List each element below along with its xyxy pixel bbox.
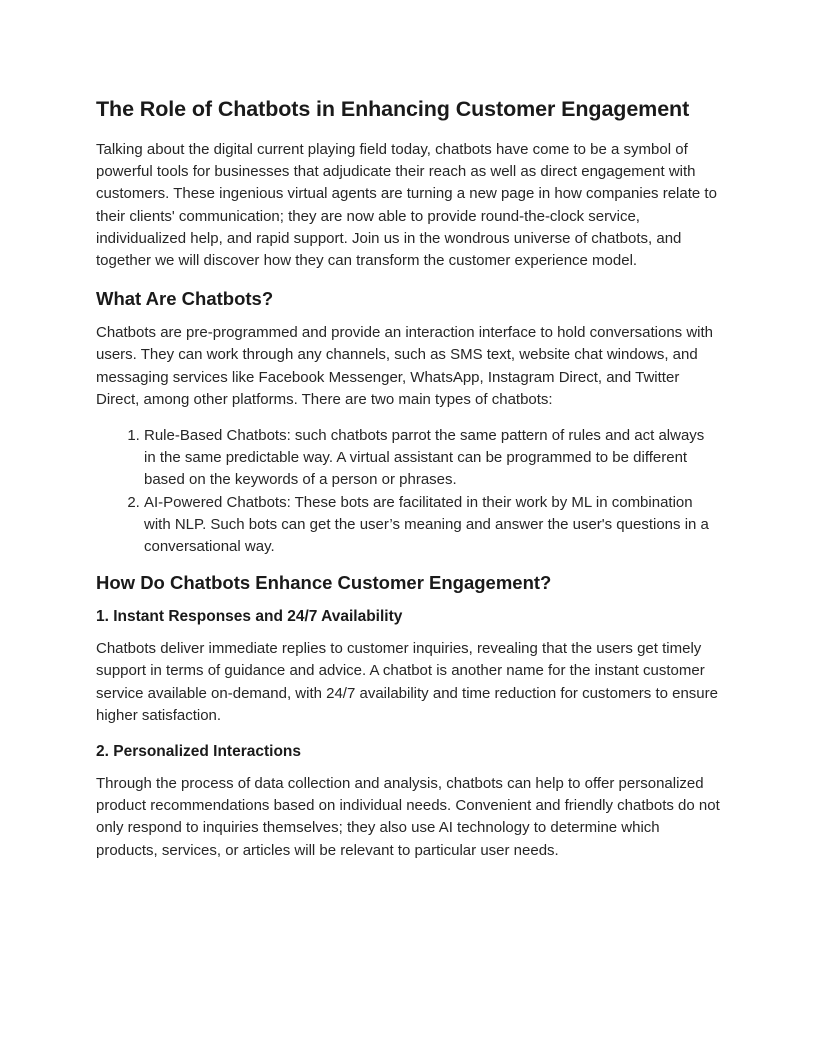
- subheading-instant-responses: 1. Instant Responses and 24/7 Availability: [96, 608, 403, 626]
- section-paragraph-what-are-chatbots: Chatbots are pre-programmed and provide an interaction interface to hold conversations with users. They can work through any channels, such as SMS text, website chat windows, and messaging services like Facebook Messenger, WhatsApp, Instagram Direct, and Twitter Direct, among other platforms. There are two main types of chatbots:: [96, 324, 714, 408]
- paragraph-instant-responses: Chatbots deliver immediate replies to customer inquiries, revealing that the users get timely support in terms of guidance and advice. A chatbot is another name for the instant customer service available on-demand, with 24/7 availability and time reduction for customers to ensure higher satisfaction.: [96, 640, 718, 724]
- subheading-personalized-interactions: 2. Personalized Interactions: [96, 743, 302, 761]
- paragraph-personalized-interactions: Through the process of data collection and analysis, chatbots can help to offer personalized product recommendations based on individual needs. Convenient and friendly chatbots do not only respond to inquiries themselves; they also use AI technology to determine which products, services, or articles will be relevant to particular user needs.: [96, 775, 720, 859]
- section-heading-what-are-chatbots: What Are Chatbots?: [96, 288, 274, 310]
- list-item: 1. Rule-Based Chatbots: such chatbots parrot the same pattern of rules and act always in the same predictable way. A virtual assistant can be programmed to be different based on the keywords of a person or phrases.: [144, 425, 720, 492]
- page-title: The Role of Chatbots in Enhancing Customer Engagement: [96, 97, 690, 121]
- intro-paragraph: Talking about the digital current playing field today, chatbots have come to be a symbol of powerful tools for businesses that adjudicate their reach as well as direct engagement with customers. These ingenious virtual agents are turning a new page in how companies relate to their clients' communication; they are now able to provide round-the-clock service, individualized help, and rapid support. Join us in the wondrous universe of chatbots, and together we will discover how they can transform the customer experience model.: [96, 141, 717, 270]
- document-page: [96, 94, 720, 876]
- list-item: 2. AI-Powered Chatbots: These bots are facilitated in their work by ML in combination with NLP. Such bots can get the user’s meaning and answer the user's questions in a conversational way.: [144, 492, 720, 559]
- section-heading-how-chatbots-enhance: How Do Chatbots Enhance Customer Engagement?: [96, 572, 552, 594]
- chatbot-types-list: [96, 425, 720, 558]
